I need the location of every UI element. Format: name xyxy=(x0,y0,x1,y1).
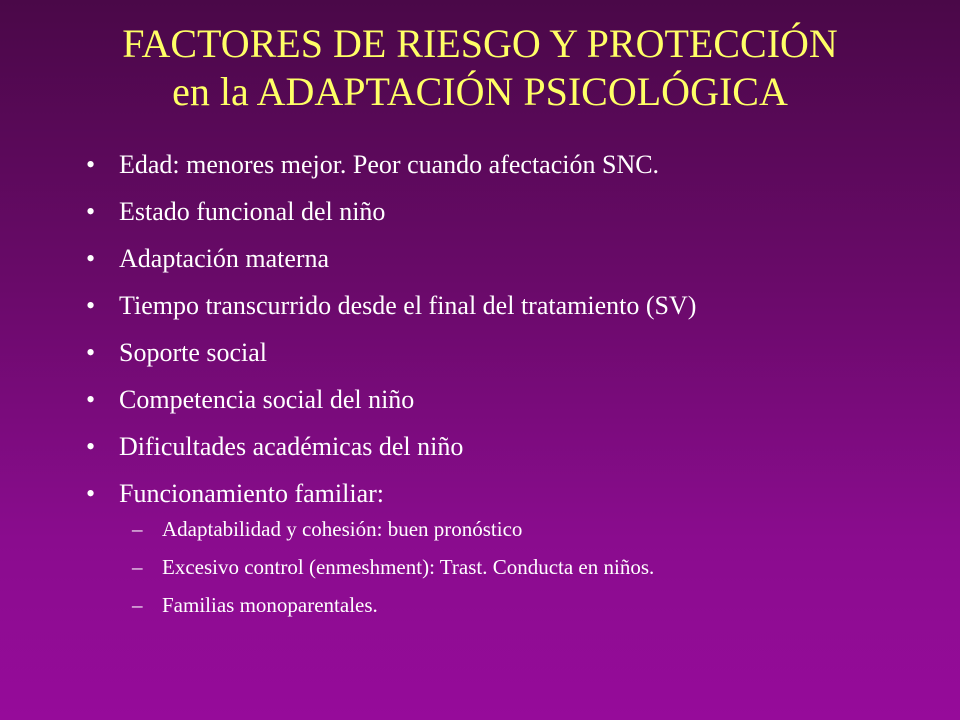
slide-title xyxy=(0,20,960,116)
sub-bullet-marker: – xyxy=(132,517,143,541)
title-line-2: en la ADAPTACIÓN PSICOLÓGICA xyxy=(172,69,788,114)
bullet-text: Edad: menores mejor. Peor cuando afectación SNC. xyxy=(119,150,660,179)
bullet-text: Competencia social del niño xyxy=(119,385,415,414)
sub-bullet-list xyxy=(0,510,960,624)
bullet-list xyxy=(0,141,960,517)
bullet-marker: • xyxy=(86,338,96,367)
sub-bullet-text: Familias monoparentales. xyxy=(162,593,378,617)
sub-bullet-text: Adaptabilidad y cohesión: buen pronóstico xyxy=(162,517,523,541)
bullet-item xyxy=(0,329,960,376)
bullet-marker: • xyxy=(86,197,96,226)
sub-bullet-item xyxy=(0,586,960,624)
bullet-item xyxy=(0,188,960,235)
bullet-item xyxy=(0,376,960,423)
bullet-marker: • xyxy=(86,150,96,179)
bullet-marker: • xyxy=(86,244,96,273)
bullet-text: Estado funcional del niño xyxy=(119,197,386,226)
sub-bullet-text: Excesivo control (enmeshment): Trast. Conducta en niños. xyxy=(162,555,655,579)
bullet-item xyxy=(0,235,960,282)
bullet-item xyxy=(0,423,960,470)
bullet-marker: • xyxy=(86,432,96,461)
bullet-text: Dificultades académicas del niño xyxy=(119,432,464,461)
bullet-marker: • xyxy=(86,385,96,414)
sub-bullet-item xyxy=(0,510,960,548)
sub-bullet-marker: – xyxy=(132,593,143,617)
bullet-marker: • xyxy=(86,479,96,508)
bullet-text: Funcionamiento familiar: xyxy=(119,479,384,508)
sub-bullet-item xyxy=(0,548,960,586)
sub-bullet-marker: – xyxy=(132,555,143,579)
bullet-marker: • xyxy=(86,291,96,320)
bullet-item xyxy=(0,282,960,329)
bullet-text: Adaptación materna xyxy=(119,244,330,273)
bullet-item xyxy=(0,141,960,188)
title-line-1: FACTORES DE RIESGO Y PROTECCIÓN xyxy=(122,21,838,66)
bullet-text: Soporte social xyxy=(119,338,268,367)
bullet-text: Tiempo transcurrido desde el final del tratamiento (SV) xyxy=(119,291,697,320)
